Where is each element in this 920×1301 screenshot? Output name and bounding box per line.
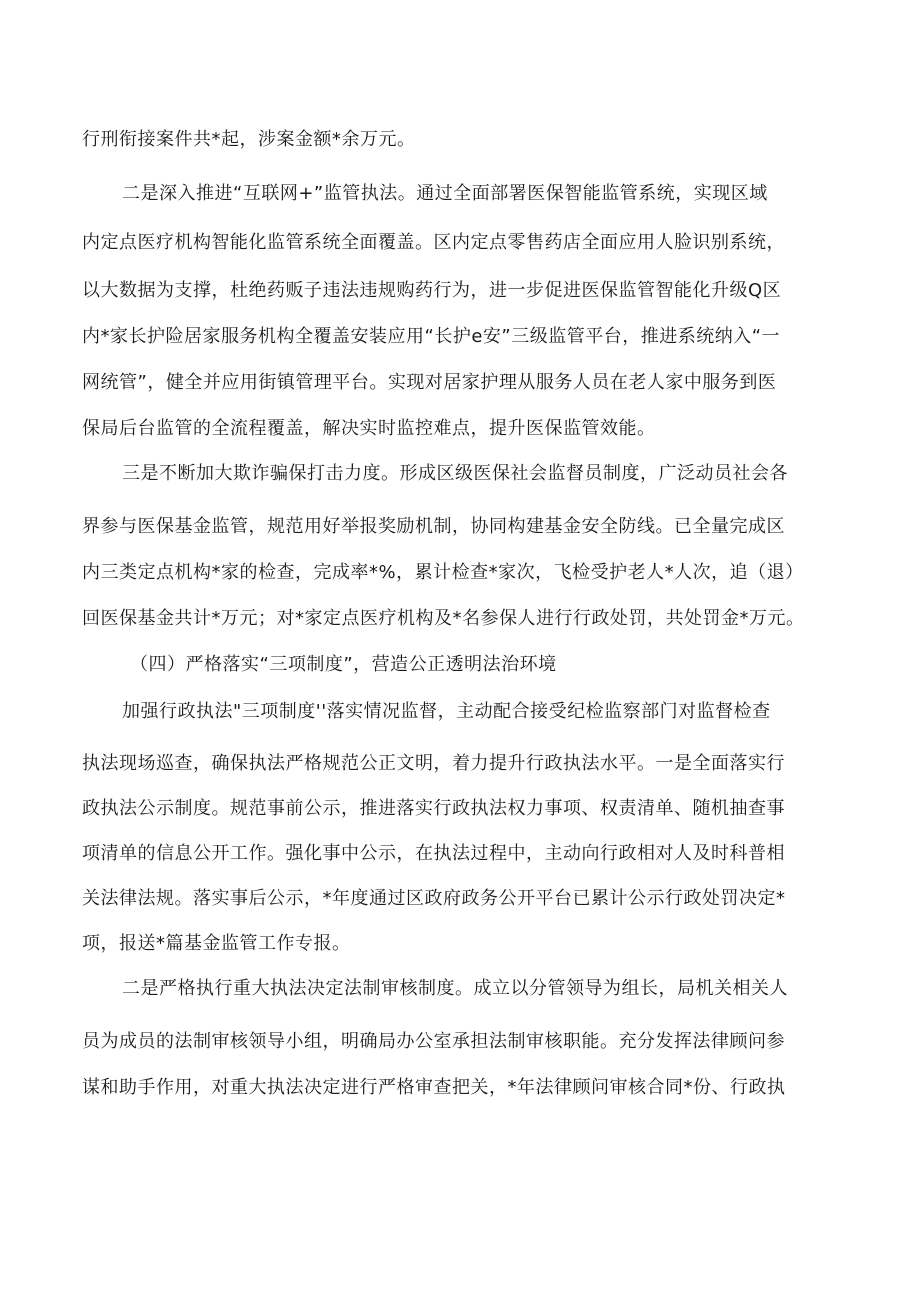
text-line: 员为成员的法制审核领导小组，明确局办公室承担法制审核职能。充分发挥法律顾问参 (82, 1031, 785, 1052)
paragraph-fraud-crackdown-start: 三是不断加大欺诈骗保打击力度。形成区级医保社会监督员制度，广泛动员社会各 (122, 463, 788, 484)
paragraph-legal-review-start: 二是严格执行重大执法决定法制审核制度。成立以分管领导为组长，局机关相关人 (122, 978, 788, 999)
text-line: 项，报送*篇基金监管工作专报。 (82, 933, 351, 954)
text-line: 内定点医疗机构智能化监管系统全面覆盖。区内定点零售药店全面应用人脸识别系统， (82, 232, 785, 253)
text-line: 执法现场巡查，确保执法严格规范公正文明，着力提升行政执法水平。一是全面落实行 (82, 753, 785, 774)
text-line: 谋和助手作用，对重大执法决定进行严格审查把关，*年法律顾问审核合同*份、行政执 (82, 1077, 786, 1098)
text-line: 政执法公示制度。规范事前公示，推进落实行政执法权力事项、权责清单、随机抽查事 (82, 798, 785, 819)
text-line: 内*家长护险居家服务机构全覆盖安装应用“长护e安”三级监管平台，推进系统纳入“一 (82, 326, 781, 347)
paragraph-three-systems-start: 加强行政执法"三项制度''落实情况监督，主动配合接受纪检监察部门对监督检查 (122, 701, 771, 722)
text-line: 关法律法规。落实事后公示，*年度通过区政府政务公开平台已累计公示行政处罚决定* (82, 888, 786, 909)
text-line: 界参与医保基金监管，规范用好举报奖励机制，协同构建基金安全防线。已全量完成区 (82, 516, 785, 537)
text-line: 内三类定点机构*家的检查，完成率*%，累计检查*家次，飞检受护老人*人次，追（退） (82, 562, 804, 583)
text-line: 回医保基金共计*万元；对*家定点医疗机构及*名参保人进行行政处罚，共处罚金*万元。 (82, 608, 805, 629)
text-line: 网统管”，健全并应用街镇管理平台。实现对居家护理从服务人员在老人家中服务到医 (82, 372, 777, 393)
section-heading: （四）严格落实“三项制度”，营造公正透明法治环境 (130, 654, 557, 675)
text-line: 保局后台监管的全流程覆盖，解决实时监控难点，提升医保监管效能。 (82, 418, 656, 439)
paragraph-internet-plus-start: 二是深入推进“互联网+”监管执法。通过全面部署医保智能监管系统，实现区域 (122, 183, 768, 204)
text-line: 行刑衔接案件共*起，涉案金额*余万元。 (82, 129, 416, 150)
text-line: 项清单的信息公开工作。强化事中公示，在执法过程中，主动向行政相对人及时科普相 (82, 843, 785, 864)
text-line: 以大数据为支撑，杜绝药贩子违法违规购药行为，进一步促进医保监管智能化升级Q区 (82, 280, 782, 301)
